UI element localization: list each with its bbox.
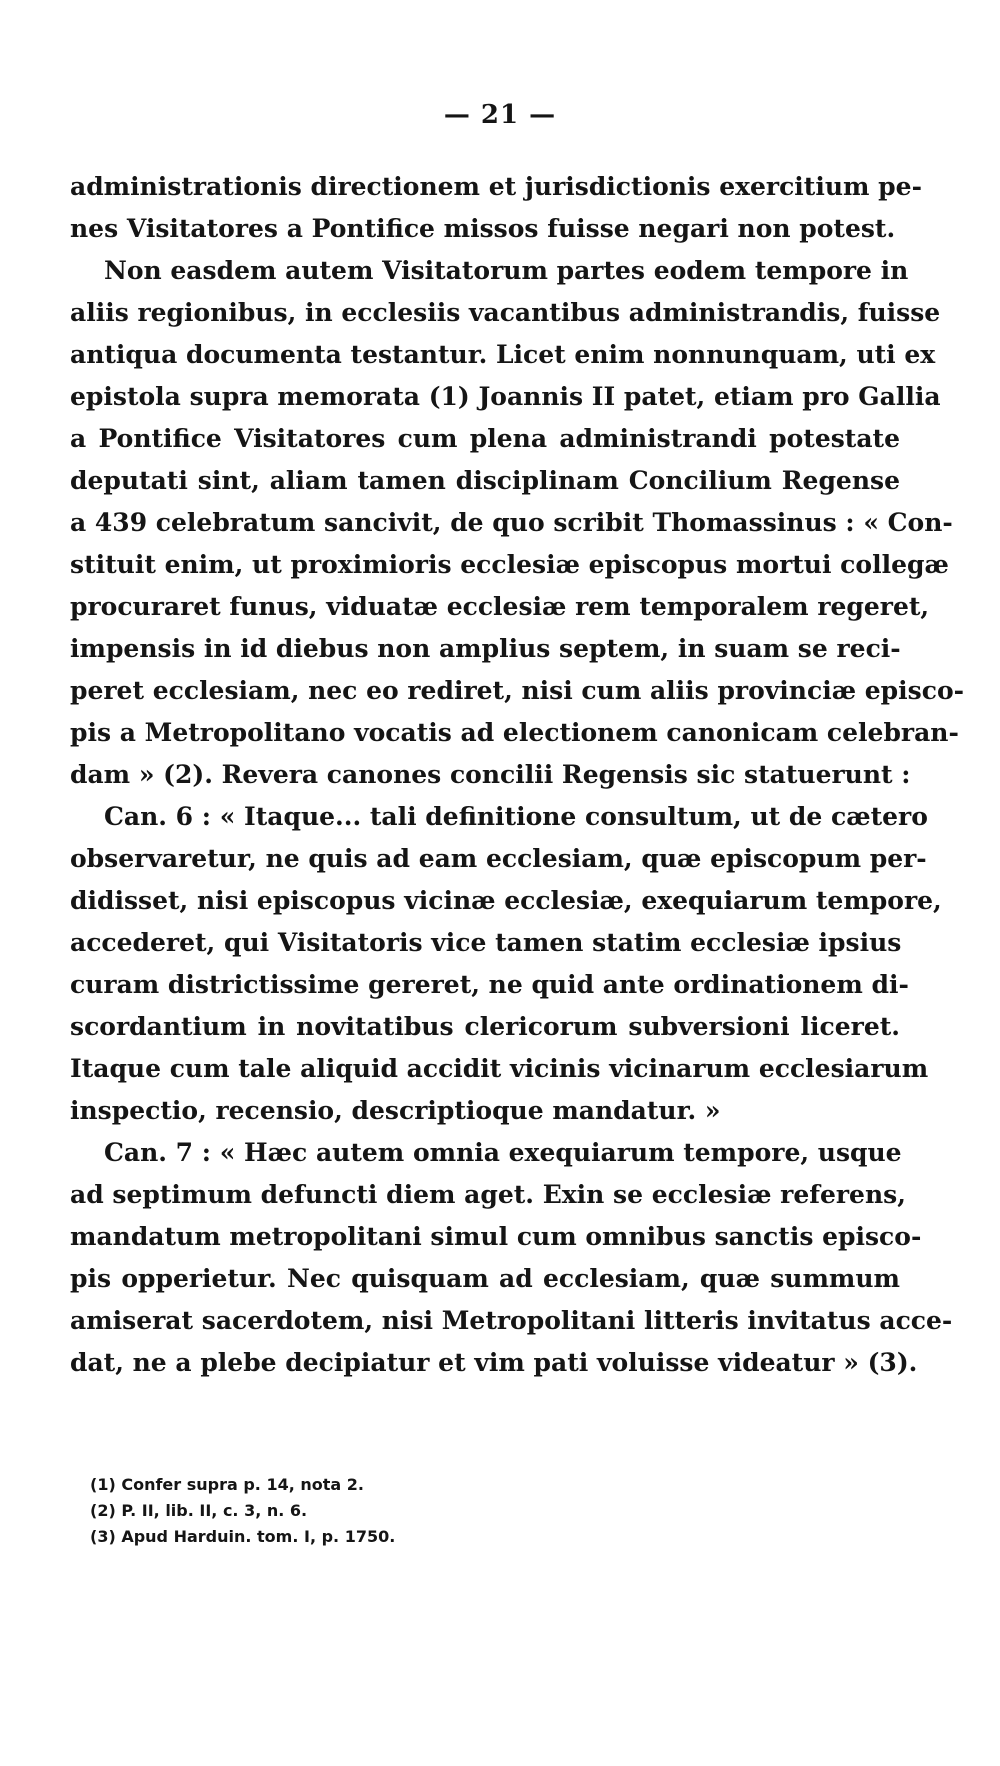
- text-line: ad septimum defuncti diem aget. Exin se ecclesiæ referens,: [70, 1180, 906, 1209]
- text-line: didisset, nisi episcopus vicinæ ecclesiæ, exequiarum tempore,: [70, 886, 942, 915]
- text-line: dam » (2). Revera canones concilii Regensis sic statuerunt :: [70, 760, 911, 789]
- text-line: impensis in id diebus non amplius septem, in suam se reci-: [70, 634, 901, 663]
- text-line: amiserat sacerdotem, nisi Metropolitani litteris invitatus acce-: [70, 1306, 953, 1335]
- text-line: observaretur, ne quis ad eam ecclesiam, quæ episcopum per-: [70, 844, 927, 873]
- text-line: administrationis directionem et jurisdictionis exercitium pe-: [70, 172, 922, 201]
- text-line: pis opperietur. Nec quisquam ad ecclesiam, quæ summum: [70, 1264, 900, 1293]
- body-text: [70, 166, 965, 1384]
- text-line: deputati sint, aliam tamen disciplinam Concilium Regense: [70, 466, 900, 495]
- text-line: Can. 7 : « Hæc autem omnia exequiarum tempore, usque: [104, 1138, 902, 1167]
- footnote: (3) Apud Harduin. tom. I, p. 1750.: [90, 1527, 396, 1546]
- footnotes: [90, 1472, 690, 1550]
- text-line: curam districtissime gereret, ne quid ante ordinationem di-: [70, 970, 909, 999]
- text-line: inspectio, recensio, descriptioque mandatur. »: [70, 1096, 721, 1125]
- text-line: antiqua documenta testantur. Licet enim nonnunquam, uti ex: [70, 340, 936, 369]
- text-line: aliis regionibus, in ecclesiis vacantibus administrandis, fuisse: [70, 298, 941, 327]
- text-line: Itaque cum tale aliquid accidit vicinis vicinarum ecclesiarum: [70, 1054, 929, 1083]
- text-line: mandatum metropolitani simul cum omnibus sanctis episco-: [70, 1222, 922, 1251]
- text-line: stituit enim, ut proximioris ecclesiæ episcopus mortui collegæ: [70, 550, 949, 579]
- text-line: scordantium in novitatibus clericorum subversioni liceret.: [70, 1012, 900, 1041]
- text-line: pis a Metropolitano vocatis ad electionem canonicam celebran-: [70, 718, 959, 747]
- text-line: accederet, qui Visitatoris vice tamen statim ecclesiæ ipsius: [70, 928, 902, 957]
- text-line: Non easdem autem Visitatorum partes eodem tempore in: [104, 256, 909, 285]
- text-line: a Pontifice Visitatores cum plena administrandi potestate: [70, 424, 900, 453]
- footnote: (1) Confer supra p. 14, nota 2.: [90, 1475, 364, 1494]
- text-line: epistola supra memorata (1) Joannis II patet, etiam pro Gallia: [70, 382, 941, 411]
- text-line: Can. 6 : « Itaque... tali definitione consultum, ut de cætero: [104, 802, 928, 831]
- footnote: (2) P. II, lib. II, c. 3, n. 6.: [90, 1501, 308, 1520]
- text-line: nes Visitatores a Pontifice missos fuisse negari non potest.: [70, 214, 896, 243]
- page-number: — 21 —: [443, 100, 557, 130]
- text-line: procuraret funus, viduatæ ecclesiæ rem temporalem regeret,: [70, 592, 930, 621]
- text-line: dat, ne a plebe decipiatur et vim pati voluisse videatur » (3).: [70, 1348, 918, 1377]
- text-line: peret ecclesiam, nec eo rediret, nisi cum aliis provinciæ episco-: [70, 676, 965, 705]
- text-line: a 439 celebratum sancivit, de quo scribit Thomassinus : « Con-: [70, 508, 953, 537]
